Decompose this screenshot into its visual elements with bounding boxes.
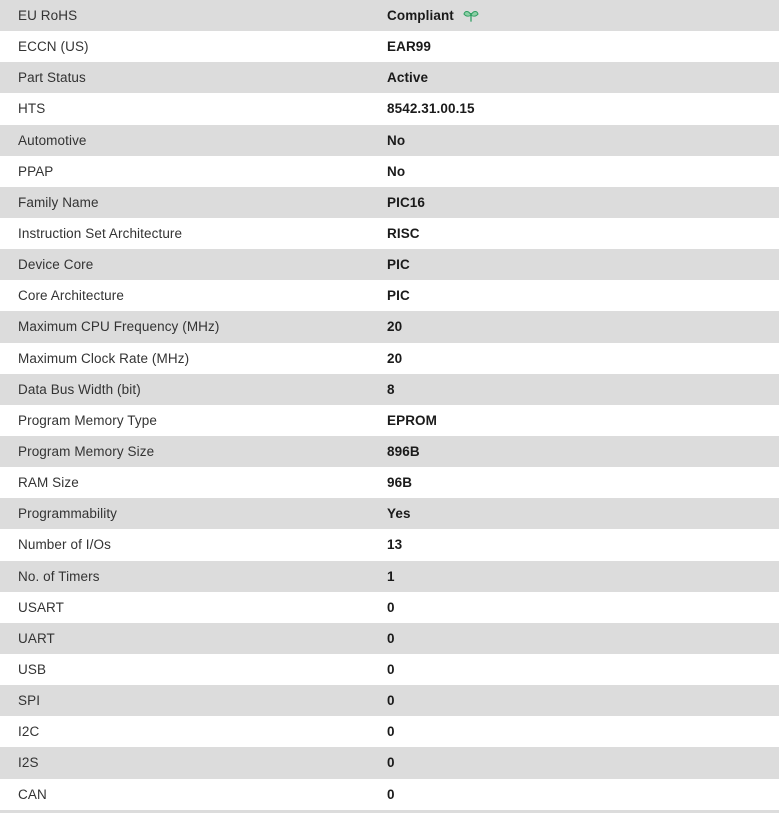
attribute-value: No: [387, 163, 406, 179]
table-row: [0, 561, 779, 592]
attribute-label: I2S: [18, 755, 39, 771]
attribute-value: EPROM: [387, 412, 438, 428]
attribute-label: Instruction Set Architecture: [18, 226, 183, 242]
attribute-value: 96B: [387, 475, 413, 491]
attribute-label: USB: [18, 662, 47, 678]
attribute-value: Active: [387, 70, 429, 86]
attribute-value: Yes: [387, 506, 411, 522]
table-row: [0, 280, 779, 311]
attribute-label: HTS: [18, 101, 46, 117]
table-row: [0, 654, 779, 685]
attribute-value: 20: [387, 319, 403, 335]
attribute-label: CAN: [18, 786, 47, 802]
attribute-label: Number of I/Os: [18, 537, 111, 553]
attribute-label: Maximum Clock Rate (MHz): [18, 350, 190, 366]
attribute-value: 0: [387, 724, 395, 740]
table-row: [0, 156, 779, 187]
attribute-value: 8: [387, 381, 395, 397]
table-row: [0, 716, 779, 747]
table-row: [0, 62, 779, 93]
table-row: [0, 747, 779, 778]
attribute-value: EAR99: [387, 39, 432, 55]
table-row: [0, 374, 779, 405]
table-row: [0, 498, 779, 529]
attribute-value: 0: [387, 599, 395, 615]
attribute-value: 0: [387, 693, 395, 709]
rohs-leaf-icon[interactable]: [463, 8, 479, 23]
table-row: [0, 529, 779, 560]
table-row: [0, 93, 779, 124]
table-row: [0, 249, 779, 280]
table-row: [0, 31, 779, 62]
table-row: [0, 187, 779, 218]
table-row: [0, 685, 779, 716]
attribute-value: 1: [387, 568, 395, 584]
attribute-label: Part Status: [18, 70, 86, 86]
attribute-label: UART: [18, 630, 55, 646]
attribute-label: Program Memory Size: [18, 444, 155, 460]
table-row: [0, 436, 779, 467]
attribute-value: 0: [387, 786, 395, 802]
attribute-label: Program Memory Type: [18, 412, 157, 428]
attribute-value: 0: [387, 755, 395, 771]
attribute-label: Data Bus Width (bit): [18, 381, 141, 397]
attribute-label: Automotive: [18, 132, 87, 148]
table-row: [0, 218, 779, 249]
attribute-value: 8542.31.00.15: [387, 101, 475, 117]
table-row-partial: [0, 810, 779, 813]
attribute-value: 20: [387, 350, 403, 366]
attribute-label: RAM Size: [18, 475, 79, 491]
table-row: [0, 343, 779, 374]
attribute-label: EU RoHS: [18, 8, 78, 24]
table-row: [0, 311, 779, 342]
attribute-label: PPAP: [18, 163, 54, 179]
attribute-label: Core Architecture: [18, 288, 124, 304]
table-row: [0, 623, 779, 654]
attribute-label: Device Core: [18, 257, 94, 273]
attribute-value: RISC: [387, 226, 420, 242]
table-row: [0, 592, 779, 623]
table-row: [0, 779, 779, 810]
attribute-label: Programmability: [18, 506, 118, 522]
attribute-label: Maximum CPU Frequency (MHz): [18, 319, 220, 335]
attribute-value: PIC: [387, 288, 410, 304]
attribute-label: Family Name: [18, 194, 99, 210]
attribute-value: 13: [387, 537, 403, 553]
attribute-value: PIC: [387, 257, 410, 273]
attribute-value: 0: [387, 630, 395, 646]
attribute-label: I2C: [18, 724, 40, 740]
table-row: [0, 467, 779, 498]
attribute-value: Compliant: [387, 8, 479, 23]
attribute-value: 0: [387, 662, 395, 678]
attribute-value: 896B: [387, 444, 420, 460]
attribute-label: USART: [18, 599, 65, 615]
attribute-label: SPI: [18, 693, 41, 709]
attribute-label: No. of Timers: [18, 568, 100, 584]
table-row: [0, 125, 779, 156]
table-row: [0, 0, 779, 31]
table-row: [0, 405, 779, 436]
attribute-label: ECCN (US): [18, 39, 89, 55]
attribute-value: PIC16: [387, 194, 426, 210]
attribute-value: No: [387, 132, 406, 148]
